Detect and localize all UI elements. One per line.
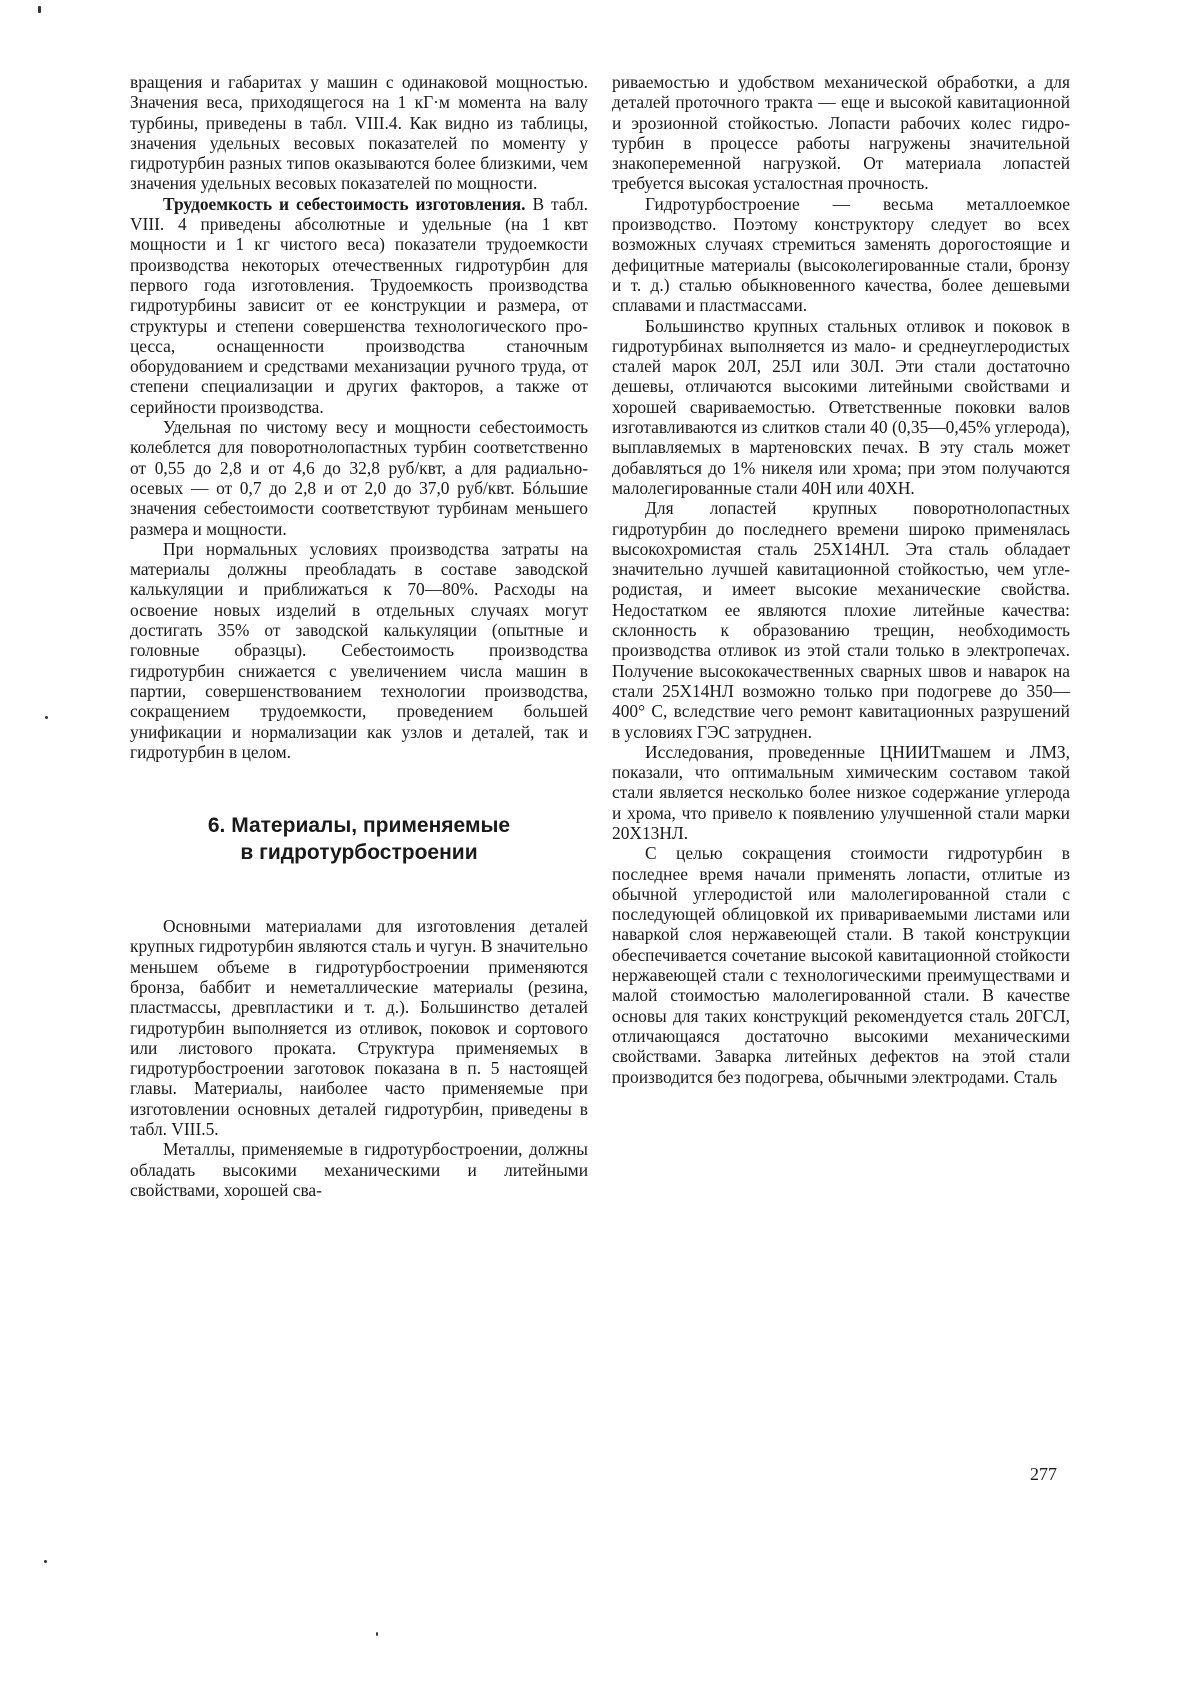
scan-speck: [376, 1632, 378, 1636]
paragraph-metal-intensive: Гидротурбостроение — весьма металлоемкое производство. Поэтому конструктору следует во всех возможных случаях стремиться заменять дорогостоящие и дефицитные материалы (высоколегированные стали, бронзу и т. д.) сталью обыкновенного качества, более дешевыми сплавами и пластмассами.: [612, 193, 1070, 316]
right-column: [612, 72, 1070, 1087]
scan-speck: [44, 1560, 47, 1563]
section-heading: [130, 762, 588, 916]
paragraph-research: Исследования, проведенные ЦНИИТмашем и ЛМЗ, показали, что оптимальным химическим составом такой стали является несколько более низкое содержание углерода и хрома, что привело к появлению улучшенной стали марки 20Х13НЛ.: [612, 741, 1070, 843]
section-heading-line-1: 6. Материалы, применяемые: [207, 814, 511, 838]
section-heading-line-2: в гидротурбостроении: [240, 841, 478, 865]
paragraph-carbon-steels: Большинство крупных стальных отливок и поковок в гидротурбинах выполняется из мало- и среднеуглеродистых сталей марок 20Л, 25Л или 30Л. Эти стали достаточно дешевы, отличаются высокими литейными свойствами и хорошей свариваемостью. Ответственные поковки валов изготавливаются из слитков стали 40 (0,35—0,45% углерода), выплавляемых в мартеновских печах. В эту сталь может добавляться до 1% никеля или хрома; при этом получаются малолегированные стали 40Н или 40ХН.: [612, 315, 1070, 498]
scan-speck: [38, 6, 41, 13]
paragraph-labor-cost-body: В табл. VIII. 4 приведены абсолютные и удельные (на 1 квт мощности и 1 кг чистого веса) показатели трудоемкости производства некоторых отечественных гидротурбин для первого года изготовления. Трудоемкость производства гидротурбины зависит от ее конструкции и размера, от структуры и степени совершенства технологического процесса, оснащенности производства станочным оборудованием и средствами механизации ручного труда, от степени специализации и других факторов, а также от серийности производства.: [130, 193, 588, 417]
paragraph-metal-requirements: Металлы, применяемые в гидротурбостроении, должны обладать высокими механическими и литейными свойствами, хорошей сва-: [130, 1139, 588, 1200]
run-in-heading: Трудоемкость и себестоимость изготовления.: [163, 193, 526, 214]
scan-speck: [45, 716, 48, 719]
paragraph-unit-cost: Удельная по чистому весу и мощности себестоимость колеблется для поворотнолопастных турбин соответственно от 0,55 до 2,8 и от 4,6 до 32,8 руб/квт, а для радиально-осевых — от 0,7 до 2,8 и от 2,0 до 37,0 руб/квт. Бóльшие значения себестоимости соответствуют турбинам меньшего размера и мощности.: [130, 417, 588, 539]
paragraph-weight-per-moment: вращения и габаритах у машин с одинаковой мощностью. Значения веса, приходящегося на 1 кГ·м момента на валу турбины, приведены в табл. VIII.4. Как видно из таблицы, значения удельных весовых показателей по моменту у гидротурбин разных типов оказываются более близкими, чем значения удельных весовых показателей по мощности.: [130, 72, 588, 194]
paragraph-production-costs: При нормальных условиях производства затраты на материалы должны преобладать в составе заводской калькуляции и приближаться к 70—80%. Расходы на освоение новых изделий в отдельных случаях могут достигать 35% от заводской калькуляции (опытные и головные образцы). Себестоимость производства гидротурбин снижается с увеличением числа машин в партии, совершенствованием технологии производства, сокращением трудоемкости, проведением большей унификации и нормализации как узлов и деталей, так и гидротурбин в целом.: [130, 538, 588, 762]
paragraph-clad-blades: С целью сокращения стоимости гидротурбин в последнее время начали применять лопасти, отлитые из обычной углеродистой или малолегированной стали с последующей облицовкой их привариваемыми листами или наваркой слоя нержавеющей стали. В такой конструкции обеспечивается сочетание высокой кавитационной стойкости нержавеющей стали с технологическими преимуществами и малой стоимостью малолегированной стали. В качестве основы для таких конструкций рекомендуется сталь 20ГСЛ, отличающаяся достаточно высокими механическими свойствами. Заварка литейных дефектов на этой стали производится без подогрева, обычными электродами. Сталь: [612, 843, 1070, 1087]
left-column: [130, 72, 588, 1200]
page-number: 277: [1030, 1464, 1057, 1484]
paragraph-main-materials: Основными материалами для изготовления деталей крупных гидротурбин являются сталь и чугун. В значительно меньшем объеме в гидротурбостроении применяются бронза, баббит и неметаллические материалы (резина, пластмассы, древпластики и т. д.). Большинство деталей гидротурбин выполняется из отливок, поковок и сортового или листового проката. Структура применяемых в гидротурбостроении заготовок показана в п. 5 настоящей главы. Материалы, наиболее часто применяемые при изготовлении основных деталей гидротурбин, приведены в табл. VIII.5.: [130, 916, 588, 1140]
paragraph-machinability: риваемостью и удобством механической обработки, а для деталей проточного тракта — еще и высокой кавитационной и эрозионной стойкостью. Лопасти рабочих колес гидротурбин в процессе работы нагружены значительной знакопеременной нагрузкой. От материала лопастей требуется высокая усталостная прочность.: [612, 72, 1070, 194]
paragraph-chromium-steel: Для лопастей крупных поворотнолопастных гидротурбин до последнего времени широко применялась высокохромистая сталь 25Х14НЛ. Эта сталь обладает значительно лучшей кавитационной стойкостью, чем углеродистая, и имеет высокие механические свойства. Недостатком ее являются плохие литейные качества: склонность к образованию трещин, необходимость производства отливок из этой стали только в электропечах. Получение высококачественных сварных швов и наварок на стали 25Х14НЛ возможно только при подогреве до 350—400° С, вследствие чего ремонт кавитационных разрушений в условиях ГЭС затруднен.: [612, 498, 1070, 742]
paragraph-labor-cost: [130, 194, 588, 417]
